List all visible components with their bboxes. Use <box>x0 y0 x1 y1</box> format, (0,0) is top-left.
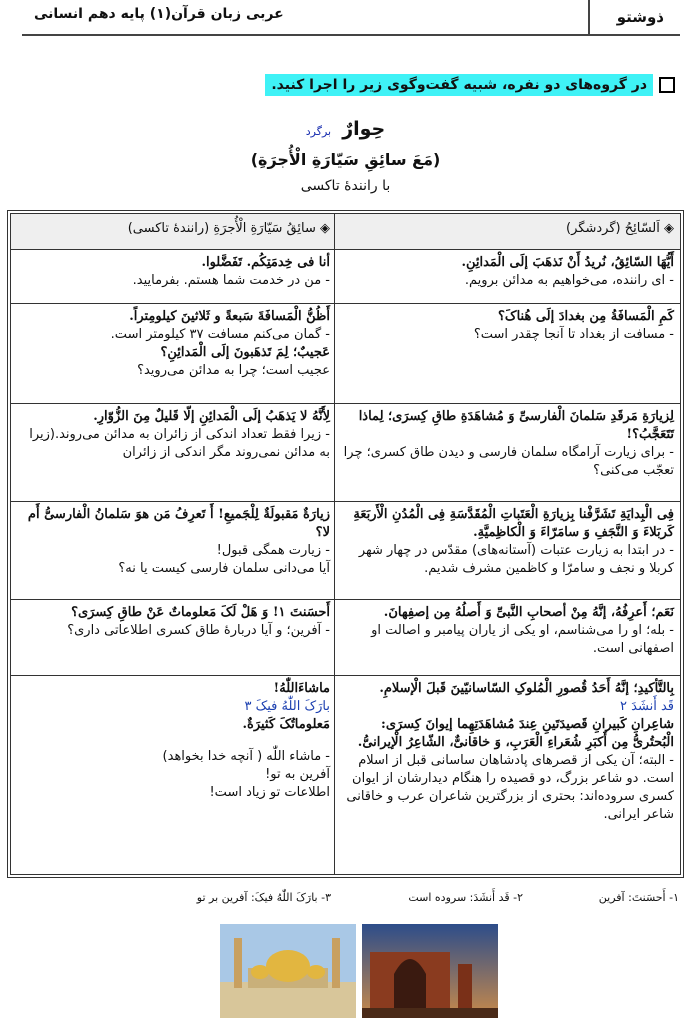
arabic-line: أَیُّهَا السّائِقُ، نُریدُ أَنْ نَذهَبَ إلَی الْمَدائِنِ. <box>461 255 674 270</box>
tourist-cell <box>334 676 680 874</box>
arabic-line: ماشاءَاللّٰهُ! <box>273 681 330 696</box>
persian-line: - در ابتدا به زیارت عتبات (آستانه‌های) مقدّس در چهار شهر کربلا و نجف و سامرّا و کاظمین مشرف شدیم. <box>358 543 674 576</box>
table-row <box>11 502 680 600</box>
persian-line: - آفرین؛ و آیا دربارهٔ طاق کسری اطلاعاتی داری؟ <box>67 623 330 638</box>
persian-line: عجیب است؛ چرا به مدائن می‌روید؟ <box>137 363 330 378</box>
arabic-line: أَحسَنتَ ١! وَ هَلْ لَکَ مَعلوماتٌ عَنْ طاقِ کِسرَی؟ <box>71 605 330 620</box>
table-row <box>11 600 680 676</box>
driver-cell <box>11 304 336 403</box>
dialogue-subtitle-ar: (مَعَ سائِقِ سَیّارَةِ الْأُجرَةِ) <box>250 150 441 169</box>
table-row <box>11 404 680 502</box>
tourist-cell <box>334 600 680 675</box>
dialogue-title-note: برگرد <box>305 125 332 138</box>
tourist-cell <box>334 304 680 403</box>
dialogue-title: حِوارٌ <box>342 118 386 140</box>
header-divider <box>588 0 590 34</box>
persian-line: - زیرا فقط تعداد اندکی از زائران به مدائن می‌روند.(زیرا به مدائن نمی‌روند مگر اندکی از زائران <box>29 427 330 460</box>
dialogue-subtitle-fa: با رانندهٔ تاکسی <box>300 178 391 194</box>
tourist-cell <box>334 250 680 303</box>
arabic-line: لِزیارَةِ مَرقَدِ سَلمانَ الْفارسیِّ وَ مُشاهَدَةِ طاقِ کِسرَی؛ لِماذا تَتَعَجَّبُ؟! <box>358 409 674 442</box>
driver-cell <box>11 502 336 599</box>
arabic-line: فِی الْبِدایَةِ تَشَرَّفْنا بِزیارَةِ الْعَتَباتِ الْمُقَدَّسَةِ فِی الْمُدُنِ الْأَربَعَةِ کَربَلاءَ وَ النَّجَفِ وَ سامَرّاءَ وَ الْکاظِمیَّةِ. <box>353 507 674 540</box>
blue-phrase: بارَکَ اللّٰهُ فیکَ ٣ <box>244 699 330 714</box>
page-header <box>22 0 680 36</box>
blue-phrase: قَد أَنشَدَ ٢ <box>620 699 674 714</box>
dialogue-table <box>10 213 681 875</box>
footnotes <box>0 891 691 911</box>
table-row <box>11 304 680 404</box>
checkbox-icon <box>659 77 675 93</box>
arabic-line: أنا فی خِدمَتِکُم. تَفَضَّلوا. <box>201 255 330 270</box>
dialogue-heading <box>0 118 691 140</box>
header-tourist: ◈ اَلسّائِحُ (گردشگر) <box>334 214 680 249</box>
persian-line: - برای زیارت آرامگاه سلمان فارسی و دیدن طاق کسری؛ چرا تعجّب می‌کنی؟ <box>343 445 674 478</box>
persian-line: - بله؛ او را می‌شناسم، او یکی از یاران پیامبر و اصالت او اصفهانی است. <box>371 623 674 656</box>
persian-line: - البته؛ آن یکی از قصرهای پادشاهان ساسانی قبل از اسلام است. دو شاعر بزرگ، دو قصیده را هنگام دیدارشان از ایوان کسری سروده‌اند: بحتری از بزرگترین شاعران عرب و خاقانی شاعر ایرانی. <box>346 753 674 822</box>
table-header-row <box>11 214 680 250</box>
header-driver: ◈ سائِقُ سَیّارَةِ الْأُجرَةِ (رانندهٔ تاکسی) <box>127 221 330 236</box>
arabic-line: بِالتَّأکیدِ؛ إنَّهُ أَحَدُ قُصورِ الْمُلوکِ السّاسانیّینَ قَبلَ الْإسلامِ. <box>379 681 674 696</box>
arabic-line: کَمِ الْمَسافَةُ مِن بغدادَ إلَی هُناکَ؟ <box>498 309 674 324</box>
footnote-1: ١- أَحسَنتَ: آفرین <box>598 891 679 904</box>
persian-line: - من در خدمت شما هستم. بفرمایید. <box>132 273 330 288</box>
persian-line: - ماشاء اللّٰه ( آنچه خدا بخواهد) <box>162 749 330 764</box>
instruction <box>265 74 675 96</box>
taq-kasra-photo <box>362 924 498 1018</box>
driver-cell <box>11 676 336 874</box>
footnote-2: ٢- قَد أَنشَدَ: سروده است <box>408 891 523 904</box>
arabic-line: نَعَم؛ أَعرِفُهُ، إنَّهُ مِنْ أصحابِ النَّبیِّ وَ أَصلُهُ مِن إصفِهانَ. <box>383 605 674 620</box>
arabic-line: عَجیبٌ؛ لِمَ تَذهَبونَ إلَی الْمَدائِنِ؟ <box>160 345 330 360</box>
arabic-line: زیارَةٌ مَقبولَةٌ لِلْجَمیعِ! أَ تَعرِفُ مَن هوَ سَلمانُ الْفارسیُّ أَم لا؟ <box>27 507 330 540</box>
driver-cell <box>11 250 336 303</box>
brand-logo: ذوشتو <box>616 8 664 26</box>
persian-line: اطلاعات تو زیاد است! <box>209 785 330 800</box>
table-row <box>11 250 680 304</box>
driver-cell <box>11 404 336 501</box>
persian-line: - ای راننده، می‌خواهیم به مدائن برویم. <box>464 273 674 288</box>
tourist-cell <box>334 404 680 501</box>
arabic-line: شاعِرانِ کَبیرانِ قَصیدَتَینِ عِندَ مُشاهَدَتِهِما إیوانَ کِسرَی: الْبُحتُریُّ مِن أَکبَرِ شُعَراءِ الْعَرَبِ، وَ خاقانیٌّ، الشّاعِرُ الْإیرانیُّ. <box>357 717 674 750</box>
book-title: عربی زبان قرآن(۱) پایه دهم انسانی <box>34 6 284 22</box>
persian-line: - زیارت همگی قبول! <box>216 543 330 558</box>
arabic-line: أَظُنُّ الْمَسافَةَ سَبعةً و ثَلاثینَ کیلومِتراً. <box>129 309 330 324</box>
footnote-3: ٣- بارَکَ اللّٰهُ فیکَ: آفرین بر تو <box>196 891 331 904</box>
mosque-photo <box>220 924 356 1018</box>
persian-line: آفرین به تو! <box>265 767 330 782</box>
persian-line: - مسافت از بغداد تا آنجا چقدر است؟ <box>473 327 674 342</box>
persian-line: آیا می‌دانی سلمان فارسی کیست یا نه؟ <box>118 561 330 576</box>
driver-cell <box>11 600 336 675</box>
table-row <box>11 676 680 874</box>
instruction-text: در گروه‌های دو نفره، شبیه گفت‌وگوی زیر را اجرا کنید. <box>265 74 653 96</box>
arabic-line: مَعلوماتُکَ کَثیرَةٌ. <box>242 717 330 732</box>
tourist-cell <box>334 502 680 599</box>
arabic-line: لِأَنَّهُ لا یَذهَبُ إلَی الْمَدائِنِ إلّا قَلیلٌ مِنَ الزُّوّارِ. <box>93 409 330 424</box>
persian-line: - گمان می‌کنم مسافت ۳۷ کیلومتر است. <box>110 327 330 342</box>
